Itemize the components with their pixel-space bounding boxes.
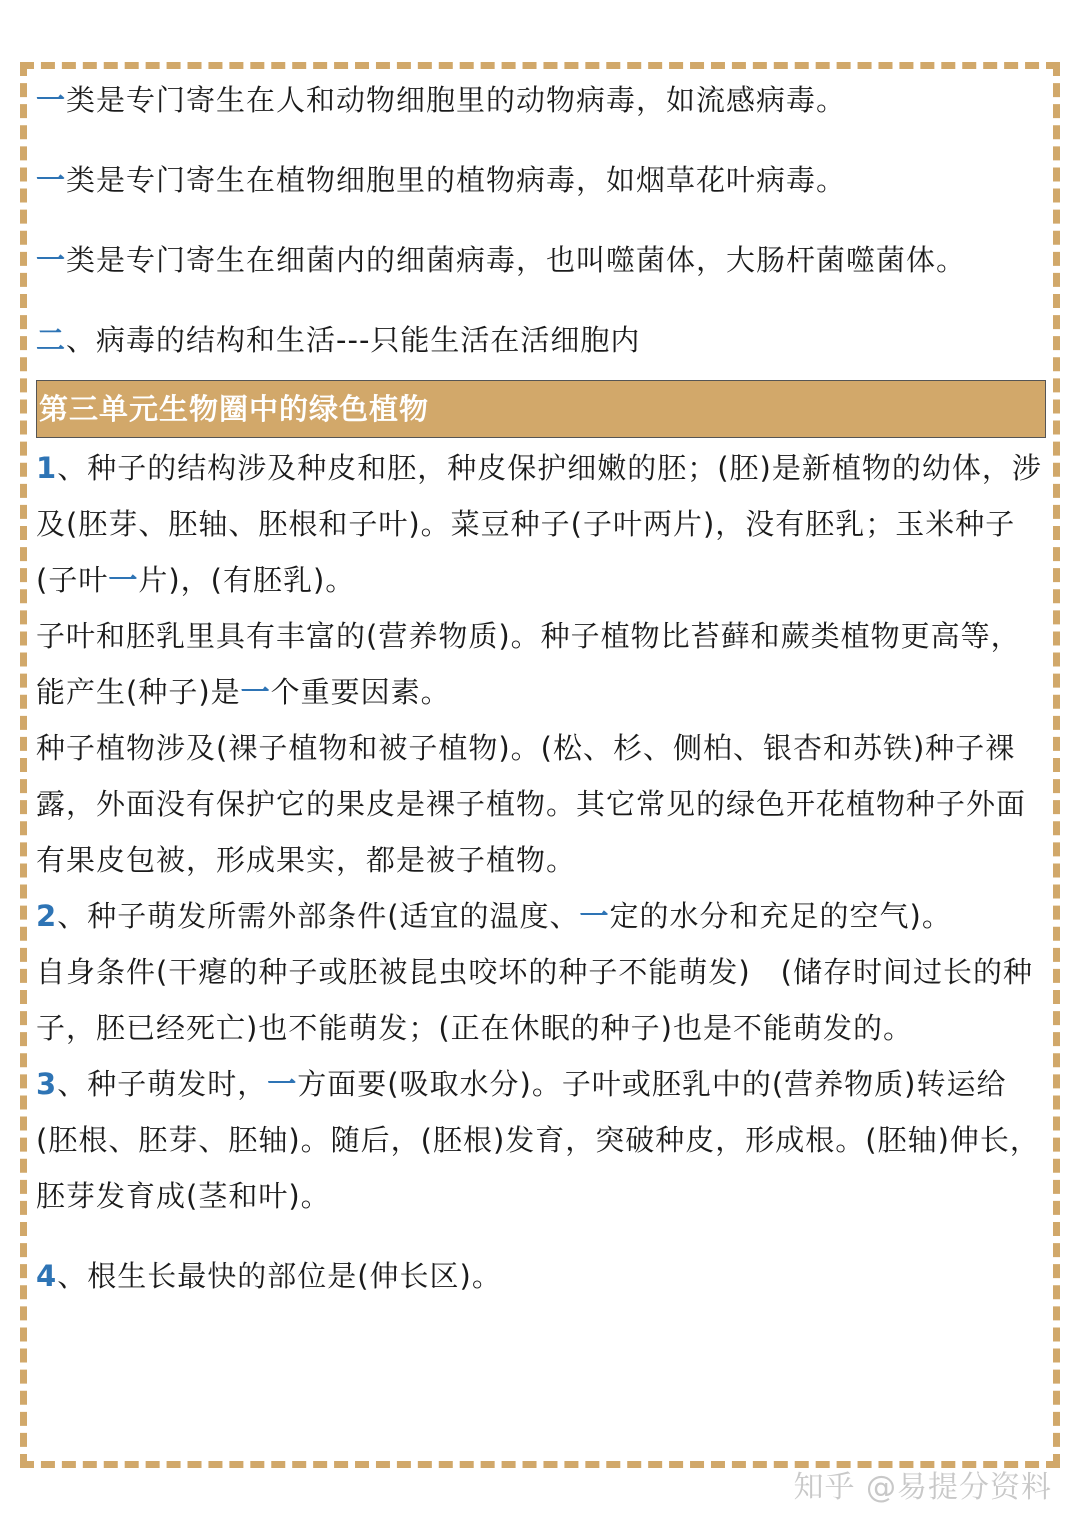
item-2 bbox=[36, 888, 1046, 944]
watermark: 知乎 @易提分资料 bbox=[793, 1470, 1052, 1505]
virus-type-text: 类是专门寄生在细菌内的细菌病毒，也叫噬菌体，大肠杆菌噬菌体。 bbox=[66, 243, 967, 277]
virus-type-text: 类是专门寄生在植物细胞里的植物病毒，如烟草花叶病毒。 bbox=[66, 163, 847, 197]
section-two-text: 、病毒的结构和生活---只能生活在活细胞内 bbox=[66, 323, 641, 357]
item-text: 片)，(有胚乳)。 bbox=[138, 563, 356, 597]
paragraph-text: 子叶和胚乳里具有丰富的(营养物质)。种子植物比苔藓和蕨类植物更高等，能产生(种子)是 bbox=[36, 619, 1021, 709]
marker-one: 一 bbox=[36, 243, 67, 277]
section-two-heading bbox=[36, 312, 1046, 368]
item-text: 定的水分和充足的空气)。 bbox=[609, 899, 952, 933]
item-4 bbox=[36, 1248, 1046, 1304]
paragraph-self-conditions: 自身条件(干瘪的种子或胚被昆虫咬坏的种子不能萌发) (储存时间过长的种子，胚已经死亡)也不能萌发；(正在休眠的种子)也是不能萌发的。 bbox=[36, 955, 1033, 1045]
marker-one: 一 bbox=[240, 675, 271, 709]
document-content bbox=[36, 72, 1046, 1304]
marker-one: 一 bbox=[108, 563, 139, 597]
marker-one: 一 bbox=[36, 163, 67, 197]
paragraph-seed-plants: 种子植物涉及(裸子植物和被子植物)。(松、杉、侧柏、银杏和苏铁)种子裸露，外面没有保护它的果皮是裸子植物。其它常见的绿色开花植物种子外面有果皮包被，形成果实，都是被子植物。 bbox=[36, 731, 1027, 877]
item-text: 、种子的结构涉及种皮和胚，种皮保护细嫩的胚；(胚)是新植物的幼体，涉及(胚芽、胚轴、胚根和子叶)。菜豆种子(子叶两片)，没有胚乳；玉米种子(子叶 bbox=[36, 451, 1042, 597]
virus-type-animal bbox=[36, 72, 1046, 128]
item-1 bbox=[36, 440, 1046, 608]
marker-one: 一 bbox=[579, 899, 610, 933]
paragraph-text: 个重要因素。 bbox=[270, 675, 451, 709]
item-3 bbox=[36, 1056, 1046, 1224]
item-text: 、种子萌发时， bbox=[57, 1067, 268, 1101]
marker-one: 一 bbox=[36, 83, 67, 117]
item-number: 1 bbox=[36, 451, 58, 485]
item-text: 方面要(吸取水分)。子叶或胚乳中的(营养物质)转运给(胚根、胚芽、胚轴)。随后，(胚根)发育，突破种皮，形成根。(胚轴)伸长，胚芽发育成(茎和叶)。 bbox=[36, 1067, 1040, 1213]
unit-heading: 第三单元生物圈中的绿色植物 bbox=[36, 380, 1046, 438]
virus-type-text: 类是专门寄生在人和动物细胞里的动物病毒，如流感病毒。 bbox=[66, 83, 847, 117]
item-number: 2 bbox=[36, 899, 58, 933]
virus-type-plant bbox=[36, 152, 1046, 208]
paragraph-cotyledon bbox=[36, 608, 1046, 720]
item-number: 3 bbox=[36, 1067, 58, 1101]
item-number: 4 bbox=[36, 1259, 58, 1293]
marker-one: 一 bbox=[267, 1067, 298, 1101]
marker-two: 二 bbox=[36, 323, 67, 357]
item-text: 、根生长最快的部位是(伸长区)。 bbox=[57, 1259, 502, 1293]
item-text: 、种子萌发所需外部条件(适宜的温度、 bbox=[57, 899, 580, 933]
virus-type-bacteria bbox=[36, 232, 1046, 288]
